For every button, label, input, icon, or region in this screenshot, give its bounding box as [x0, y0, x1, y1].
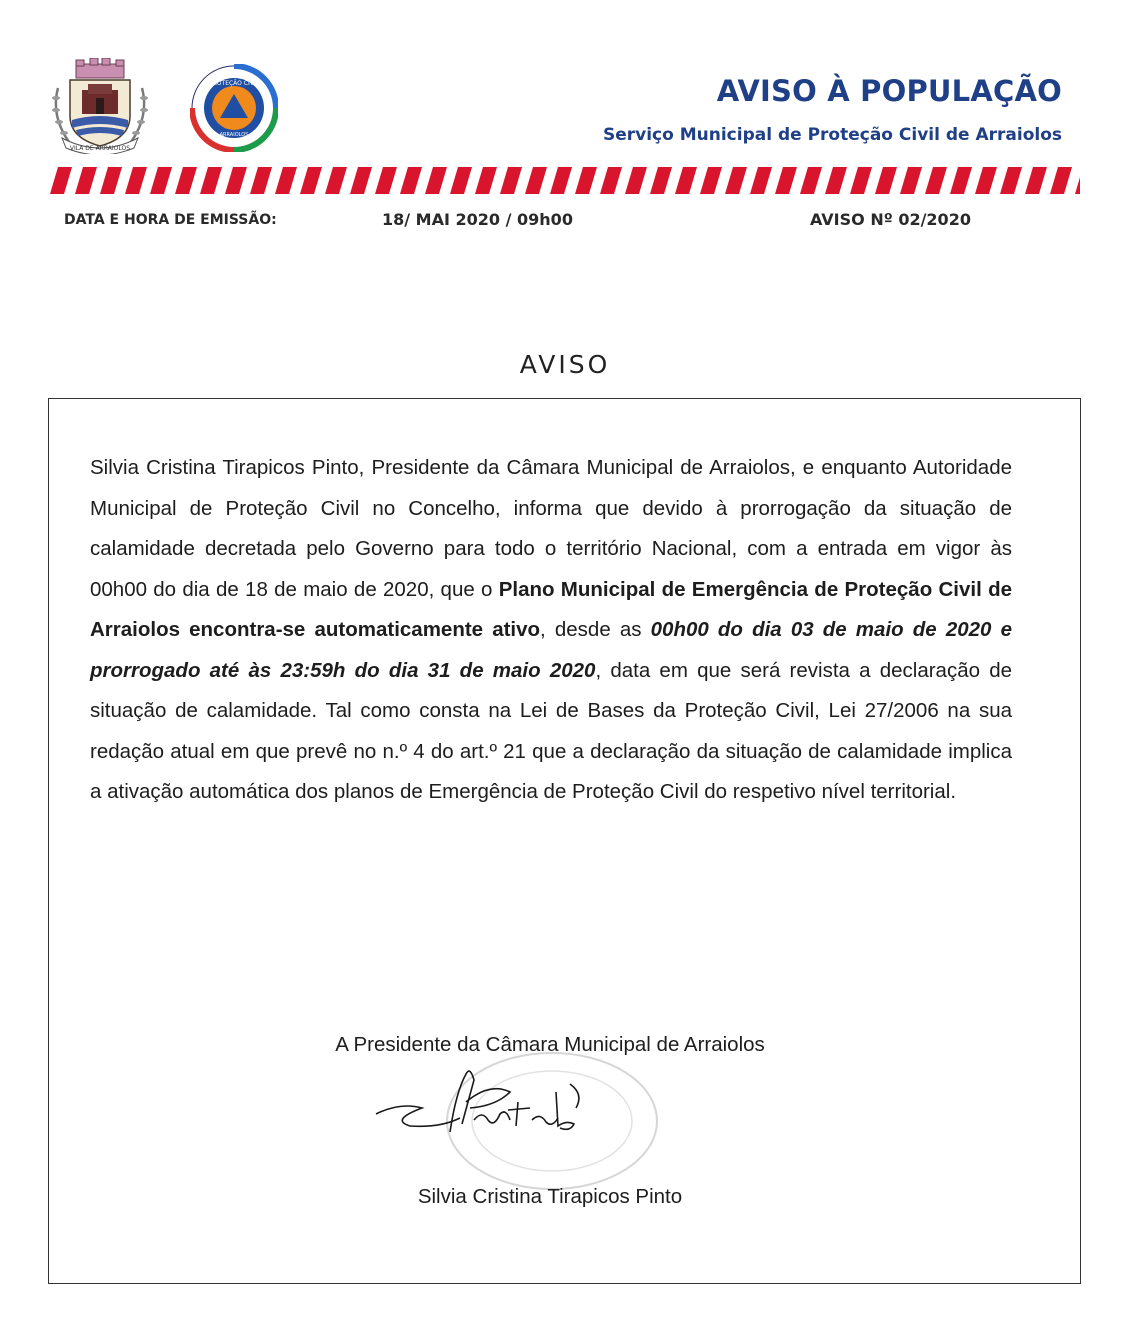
stripe-segment — [775, 167, 797, 194]
stripe-segment — [800, 167, 822, 194]
stripe-segment — [350, 167, 372, 194]
body-text-part2: , desde as — [540, 618, 651, 641]
stripe-segment — [425, 167, 447, 194]
stripe-segment — [575, 167, 597, 194]
stripe-segment — [725, 167, 747, 194]
stripe-segment — [75, 167, 97, 194]
stripe-segment — [900, 167, 922, 194]
stripe-segment — [300, 167, 322, 194]
stripe-segment — [1000, 167, 1022, 194]
stripe-segment — [100, 167, 122, 194]
stripe-segment — [200, 167, 222, 194]
stripe-segment — [875, 167, 897, 194]
stripe-segment — [125, 167, 147, 194]
stripe-segment — [675, 167, 697, 194]
stripe-segment — [950, 167, 972, 194]
stripe-segment — [525, 167, 547, 194]
body-text-bold-italic-dates: 00h00 do dia 03 de maio de 2020 e prorrogado até às 23:59h do dia 31 de maio 2020 — [90, 618, 1012, 682]
stripe-segment — [150, 167, 172, 194]
body-text-part1: Silvia Cristina Tirapicos Pinto, Presidente da Câmara Municipal de Arraiolos, e enquanto Autoridade Municipal de Proteção Civil no Concelho, informa que devido à prorrogação da situação de calamidade decretada pelo Governo para todo o território Nacional, com a entrada em vigor às 00h00 do dia de 18 de maio de 2020, que o — [90, 456, 1012, 601]
emission-datetime: 18/ MAI 2020 / 09h00 — [382, 210, 573, 229]
stripe-segment — [275, 167, 297, 194]
coat-of-arms-icon — [44, 58, 156, 154]
page-title: AVISO À POPULAÇÃO — [716, 74, 1062, 108]
stripe-segment — [375, 167, 397, 194]
emission-label: DATA E HORA DE EMISSÃO: — [64, 212, 277, 228]
stripe-segment — [750, 167, 772, 194]
stripe-segment — [475, 167, 497, 194]
stripe-segment — [925, 167, 947, 194]
body-text-bold-plan: Plano Municipal de Emergência de Proteção Civil de Arraiolos encontra-se automaticamente ativo — [90, 577, 1012, 641]
stripe-segment — [50, 167, 72, 194]
signatory-title: A Presidente da Câmara Municipal de Arraiolos — [335, 1033, 765, 1056]
notice-body — [90, 448, 1012, 813]
stripe-segment — [650, 167, 672, 194]
stripe-segment — [225, 167, 247, 194]
stripe-segment — [825, 167, 847, 194]
stripe-segment — [1050, 167, 1072, 194]
civil-protection-icon — [190, 64, 278, 152]
stripe-segment — [250, 167, 272, 194]
stripe-segment — [1025, 167, 1047, 194]
signatory-name: Silvia Cristina Tirapicos Pinto — [417, 1185, 683, 1208]
header-logos — [44, 58, 284, 158]
stripe-segment — [500, 167, 522, 194]
document-heading: AVISO — [519, 350, 611, 379]
svg-text:VILA DE ARRAIOLOS: VILA DE ARRAIOLOS — [69, 145, 131, 152]
stripe-segment — [450, 167, 472, 194]
svg-text:PROTEÇÃO CIVIL: PROTEÇÃO CIVIL — [209, 80, 259, 87]
stripe-segment — [400, 167, 422, 194]
stripe-segment — [175, 167, 197, 194]
stripe-segment — [550, 167, 572, 194]
stripe-segment — [600, 167, 622, 194]
stripe-segment — [325, 167, 347, 194]
stripe-segment — [1075, 167, 1080, 194]
stripe-segment — [850, 167, 872, 194]
stripe-segment — [975, 167, 997, 194]
warning-stripe — [50, 167, 1080, 194]
svg-text:ARRAIOLOS: ARRAIOLOS — [219, 132, 249, 138]
handwritten-signature-icon — [370, 1062, 600, 1142]
body-text-part3: , data em que será revista a declaração de situação de calamidade. Tal como consta na Lei de Bases da Proteção Civil, Lei 27/2006 na sua redação atual em que prevê no n.º 4 do art.º 21 que a declaração da situação de calamidade implica a ativação automática dos planos de Emergência de Proteção Civil do respetivo nível territorial. — [90, 658, 1013, 803]
page-subtitle: Serviço Municipal de Proteção Civil de Arraiolos — [602, 125, 1062, 145]
stripe-segment — [700, 167, 722, 194]
stripe-segment — [625, 167, 647, 194]
notice-number: AVISO Nº 02/2020 — [810, 210, 971, 229]
